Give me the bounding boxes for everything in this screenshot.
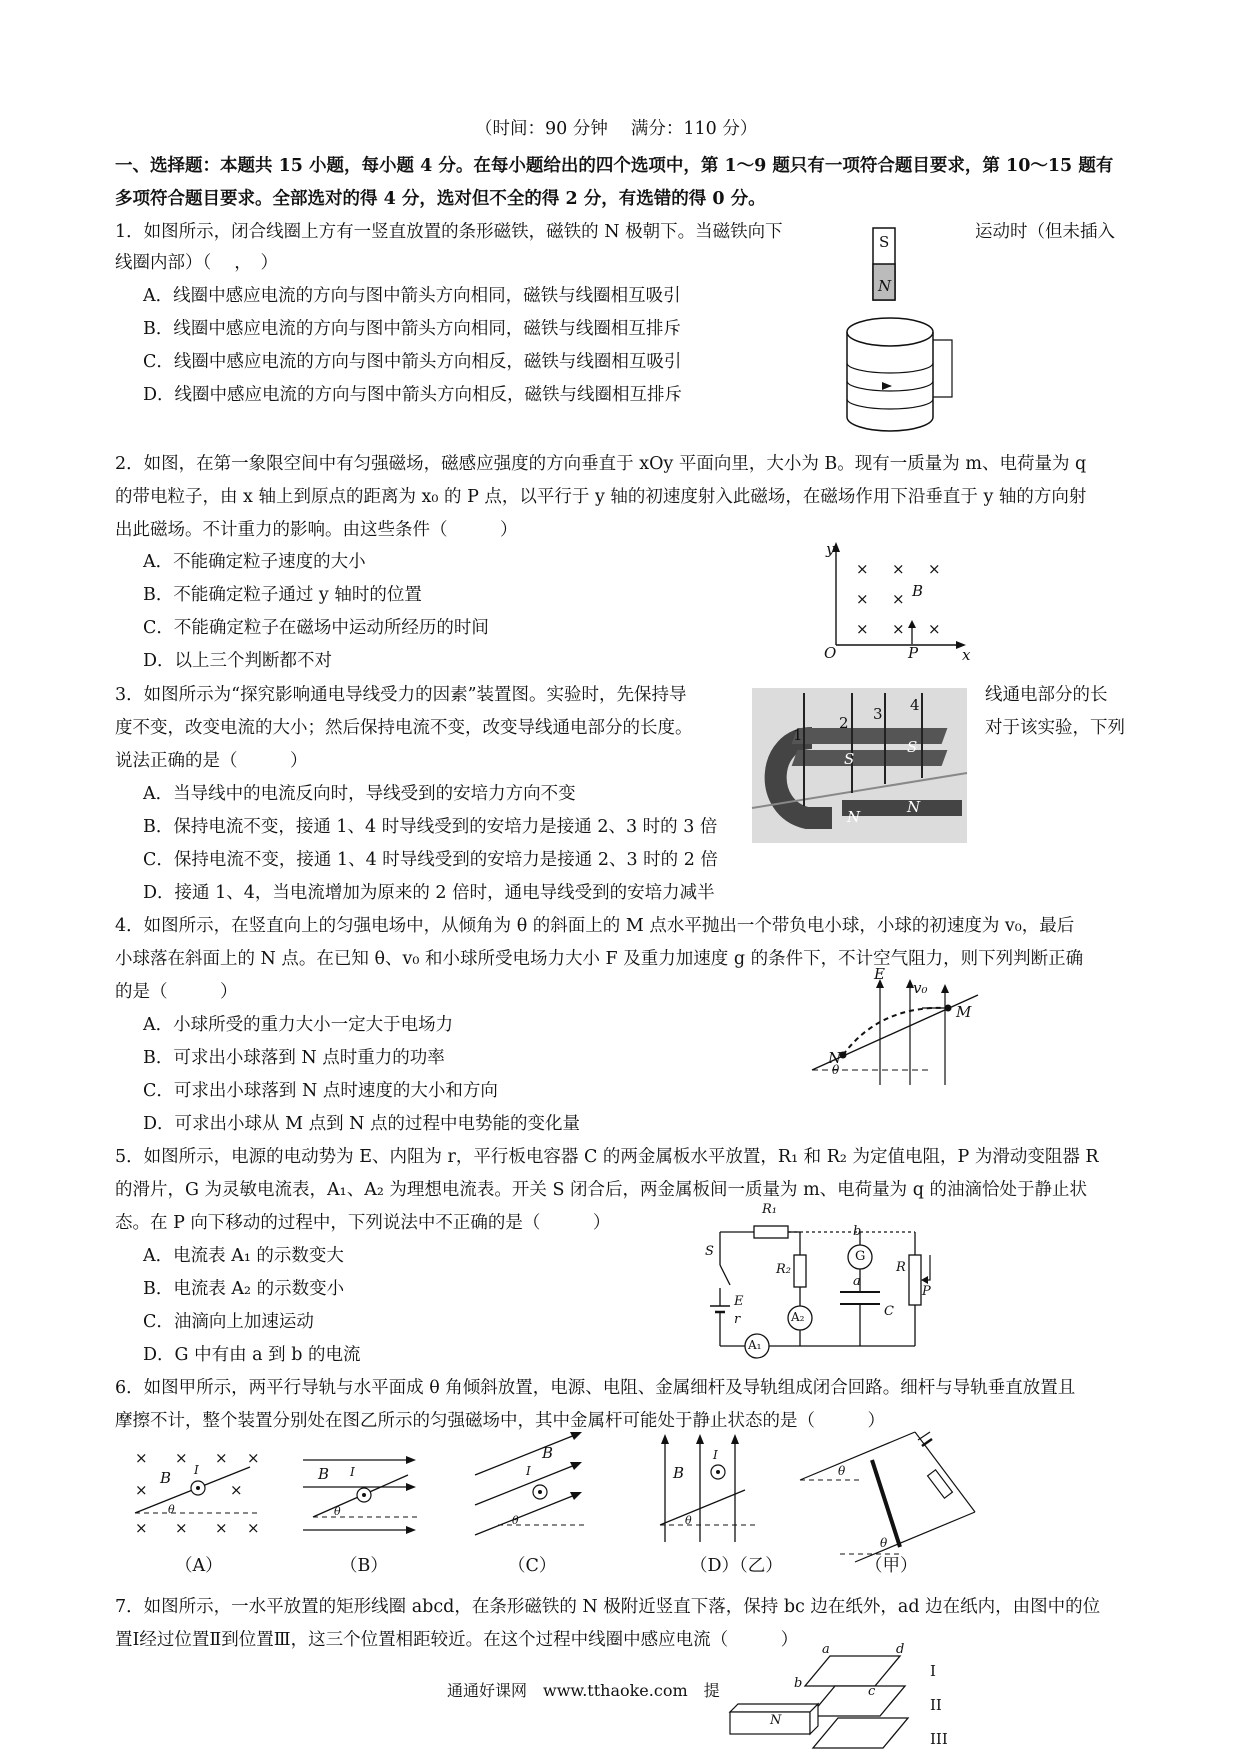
- q3-stem-line1: 3．如图所示为“探究影响通电导线受力的因素”装置图。实验时，先保持导: [115, 685, 687, 705]
- q3-wire-4-label: 4: [910, 696, 920, 714]
- q2-x-axis-label: x: [962, 646, 971, 664]
- q2-cross-mark: ×: [856, 590, 869, 608]
- q7-position-3-label: III: [930, 1730, 948, 1748]
- q6-caption-c: （C）: [508, 1556, 557, 1576]
- q7-stem-line1: 7．如图所示，一水平放置的矩形线圈 abcd，在条形磁铁的 N 极附近竖直下落，保持 bc 边在纸外，ad 边在纸内，由图中的位: [115, 1597, 1101, 1617]
- q5-node-a-label: a: [853, 1274, 861, 1289]
- q4-stem-line3: 的是（ ）: [115, 982, 238, 1002]
- svg-text:×: ×: [215, 1519, 228, 1537]
- q3-stem-line2: 度不变，改变电流的大小；然后保持电流不变，改变导线通电部分的长度。: [115, 718, 693, 738]
- svg-text:×: ×: [175, 1519, 188, 1537]
- q4-stem-line2: 小球落在斜面上的 N 点。在已知 θ、v₀ 和小球所受电场力大小 F 及重力加速度 g 的条件下，不计空气阻力，则下列判断正确: [115, 949, 1084, 969]
- q5-option-a: A．电流表 A₁ 的示数变大: [143, 1246, 344, 1266]
- q4-theta-label: θ: [832, 1063, 840, 1077]
- q6a-theta-label: θ: [168, 1503, 175, 1516]
- q2-stem-line2: 的带电粒子，由 x 轴上到原点的距离为 x₀ 的 P 点，以平行于 y 轴的初速度射入此磁场，在磁场作用下沿垂直于 y 轴的方向射: [115, 487, 1087, 507]
- q2-option-b: B．不能确定粒子通过 y 轴时的位置: [143, 585, 422, 605]
- q6-caption-b: （B）: [340, 1556, 388, 1576]
- section-title: 一、选择题：本题共 15 小题，每小题 4 分。在每小题给出的四个选项中，第 1～9 题只有一项符合题目要求，第 10～15 题有: [115, 156, 1114, 176]
- q3-wire-1-label: 1: [793, 726, 803, 744]
- q7-corner-a-label: a: [822, 1642, 830, 1657]
- q1-stem-line1b: 运动时（但未插入: [975, 222, 1115, 242]
- q7-position-2-label: II: [930, 1696, 942, 1714]
- q7-magnet-n-label: N: [770, 1713, 782, 1728]
- q6c-theta-label: θ: [512, 1514, 519, 1527]
- q1-option-b: B．线圈中感应电流的方向与图中箭头方向相同，磁铁与线圈相互排斥: [143, 319, 681, 339]
- q5-internal-r-label: r: [734, 1312, 741, 1327]
- q6b-b-label: B: [318, 1465, 330, 1483]
- q2-option-a: A．不能确定粒子速度的大小: [143, 552, 366, 572]
- q6d-i-label: I: [713, 1448, 718, 1462]
- q7-corner-d-label: d: [896, 1642, 905, 1657]
- q3-option-b: B．保持电流不变，接通 1、4 时导线受到的安培力是接通 2、3 时的 3 倍: [143, 817, 718, 837]
- q2-option-c: C．不能确定粒子在磁场中运动所经历的时间: [143, 618, 489, 638]
- q5-option-c: C．油滴向上加速运动: [143, 1312, 314, 1332]
- q1-option-c: C．线圈中感应电流的方向与图中箭头方向相反，磁铁与线圈相互吸引: [143, 352, 682, 372]
- q1-stem-line1: 1．如图所示，闭合线圈上方有一竖直放置的条形磁铁，磁铁的 N 极朝下。当磁铁向下: [115, 222, 783, 242]
- q6-stem-line2: 摩擦不计，整个装置分别处在图乙所示的匀强磁场中，其中金属杆可能处于静止状态的是（ ）: [115, 1411, 885, 1431]
- q3-pole-n-label: N: [907, 798, 921, 816]
- q2-cross-mark: ×: [892, 620, 905, 638]
- q2-stem-line3: 出此磁场。不计重力的影响。由这些条件（ ）: [115, 520, 518, 540]
- svg-text:×: ×: [175, 1449, 188, 1467]
- q7-coil-magnet-figure: [720, 1642, 960, 1754]
- q2-cross-mark: ×: [928, 620, 941, 638]
- q2-cross-mark: ×: [892, 590, 905, 608]
- svg-text:×: ×: [230, 1481, 243, 1499]
- q6c-b-label: B: [542, 1444, 554, 1462]
- q1-stem-line2: 线圈内部）（ ， ）: [115, 253, 279, 273]
- q2-magnetic-field-figure: [820, 540, 971, 664]
- q5-option-b: B．电流表 A₂ 的示数变小: [143, 1279, 345, 1299]
- q2-point-p-label: P: [908, 644, 919, 662]
- svg-text:×: ×: [135, 1519, 148, 1537]
- q5-capacitor-c-label: C: [884, 1304, 894, 1319]
- q2-cross-mark: ×: [928, 560, 941, 578]
- q5-stem-line2: 的滑片，G 为灵敏电流表，A₁、A₂ 为理想电流表。开关 S 闭合后，两金属板间一质量为 m、电荷量为 q 的油滴恰处于静止状: [115, 1180, 1088, 1200]
- q2-stem-line1: 2．如图，在第一象限空间中有匀强磁场，磁感应强度的方向垂直于 xOy 平面向里，大小为 B。现有一质量为 m、电荷量为 q: [115, 454, 1087, 474]
- q5-r1-label: R₁: [762, 1202, 777, 1217]
- q1-magnet-s-label: S: [879, 233, 890, 251]
- q4-option-b: B．可求出小球落到 N 点时重力的功率: [143, 1048, 445, 1068]
- svg-text:×: ×: [135, 1481, 148, 1499]
- q4-incline-field-figure: [810, 965, 985, 1090]
- q2-cross-mark: ×: [856, 620, 869, 638]
- q5-node-b-label: b: [853, 1224, 862, 1239]
- q3-pole-s-label: S: [907, 738, 918, 756]
- q6-figure-d: [655, 1430, 760, 1545]
- q5-stem-line3: 态。在 P 向下移动的过程中，下列说法中不正确的是（ ）: [115, 1213, 611, 1233]
- svg-text:×: ×: [247, 1519, 260, 1537]
- q4-option-c: C．可求出小球落到 N 点时速度的大小和方向: [143, 1081, 498, 1101]
- q2-cross-mark: ×: [856, 560, 869, 578]
- svg-text:×: ×: [135, 1449, 148, 1467]
- q6-caption-a: （A）: [175, 1556, 223, 1576]
- q6-figure-c: [470, 1430, 595, 1540]
- q6a-b-label: B: [160, 1469, 172, 1487]
- q3-pole-s-label: S: [844, 750, 855, 768]
- q4-field-e-label: E: [874, 965, 885, 983]
- q7-position-1-label: I: [930, 1662, 936, 1680]
- q6b-theta-label: θ: [334, 1505, 341, 1518]
- q6d-b-label: B: [673, 1464, 685, 1482]
- q4-option-d: D．可求出小球从 M 点到 N 点的过程中电势能的变化量: [143, 1114, 581, 1134]
- q5-emf-e-label: E: [734, 1294, 744, 1309]
- q5-r2-label: R₂: [776, 1262, 791, 1277]
- q2-cross-mark: ×: [892, 560, 905, 578]
- q4-option-a: A．小球所受的重力大小一定大于电场力: [143, 1015, 454, 1035]
- q5-switch-s-label: S: [705, 1244, 714, 1259]
- q5-slider-p-label: P: [922, 1284, 931, 1299]
- q5-a1-label: A₁: [748, 1338, 762, 1352]
- q7-corner-c-label: c: [868, 1684, 876, 1699]
- q5-option-d: D．G 中有由 a 到 b 的电流: [143, 1345, 361, 1365]
- q5-rheostat-r-label: R: [896, 1260, 906, 1275]
- q6-figure-a: [130, 1445, 265, 1540]
- footer-site-text: 通通好课网 www.tthaoke.com 提: [447, 1681, 720, 1700]
- q2-field-b-label: B: [912, 582, 924, 600]
- q3-stem-line1b: 线通电部分的长: [985, 685, 1108, 705]
- q6-jia-theta-top-label: θ: [838, 1464, 846, 1478]
- svg-text:×: ×: [247, 1449, 260, 1467]
- q6a-i-label: I: [194, 1463, 199, 1477]
- q3-option-a: A．当导线中的电流反向时，导线受到的安培力方向不变: [143, 784, 576, 804]
- q6c-i-label: I: [526, 1464, 531, 1478]
- q6-caption-d: （D）（乙）: [690, 1556, 783, 1576]
- q4-v0-label: v₀: [913, 979, 928, 997]
- q6-jia-theta-bottom-label: θ: [880, 1536, 888, 1550]
- q5-stem-line1: 5．如图所示，电源的电动势为 E、内阻为 r，平行板电容器 C 的两金属板水平放置，R₁ 和 R₂ 为定值电阻，P 为滑动变阻器 R: [115, 1147, 1099, 1167]
- q3-stem-line3: 说法正确的是（ ）: [115, 751, 308, 771]
- q4-point-m-label: M: [956, 1003, 972, 1021]
- q1-magnet-n-label: N: [878, 277, 892, 295]
- q7-stem-line2: 置Ⅰ经过位置Ⅱ到位置Ⅲ，这三个位置相距较近。在这个过程中线圈中感应电流（ ）: [115, 1630, 799, 1650]
- q6-stem-line1: 6．如图甲所示，两平行导轨与水平面成 θ 角倾斜放置，电源、电阻、金属细杆及导轨组成闭合回路。细杆与导轨垂直放置且: [115, 1378, 1076, 1398]
- q6-figure-b: [298, 1445, 423, 1540]
- q1-magnet-coil-figure: [830, 225, 970, 430]
- q3-apparatus-photo: [752, 688, 967, 843]
- q5-circuit-figure: [690, 1202, 931, 1360]
- q4-point-n-label: N: [828, 1049, 842, 1067]
- q5-a2-label: A₂: [791, 1310, 805, 1324]
- q1-option-a: A．线圈中感应电流的方向与图中箭头方向相同，磁铁与线圈相互吸引: [143, 286, 681, 306]
- q7-corner-b-label: b: [794, 1676, 803, 1691]
- q3-option-c: C．保持电流不变，接通 1、4 时导线受到的安培力是接通 2、3 时的 2 倍: [143, 850, 718, 870]
- q5-galvanometer-label: G: [855, 1249, 866, 1264]
- section-title-cont: 多项符合题目要求。全部选对的得 4 分，选对但不全的得 2 分，有选错的得 0 分。: [115, 189, 766, 209]
- q6d-theta-label: θ: [685, 1514, 692, 1527]
- exam-time-line: （时间：90 分钟 满分：110 分）: [475, 119, 758, 139]
- q6-figure-jia: [800, 1432, 980, 1562]
- q2-option-d: D．以上三个判断都不对: [143, 651, 333, 671]
- q3-pole-n-label: N: [847, 808, 861, 826]
- q6-caption-jia: （甲）: [865, 1556, 918, 1576]
- q3-stem-line2b: 对于该实验，下列: [985, 718, 1125, 738]
- svg-text:×: ×: [215, 1449, 228, 1467]
- q6b-i-label: I: [350, 1465, 355, 1479]
- q2-origin-label: O: [824, 644, 837, 662]
- q1-option-d: D．线圈中感应电流的方向与图中箭头方向相反，磁铁与线圈相互排斥: [143, 385, 683, 405]
- q2-y-axis-label: y: [826, 540, 835, 558]
- q3-wire-2-label: 2: [839, 714, 849, 732]
- q3-wire-3-label: 3: [873, 705, 883, 723]
- q4-stem-line1: 4．如图所示，在竖直向上的匀强电场中，从倾角为 θ 的斜面上的 M 点水平抛出一个带负电小球，小球的初速度为 v₀，最后: [115, 916, 1075, 936]
- q3-option-d: D．接通 1、4，当电流增加为原来的 2 倍时，通电导线受到的安培力减半: [143, 883, 715, 903]
